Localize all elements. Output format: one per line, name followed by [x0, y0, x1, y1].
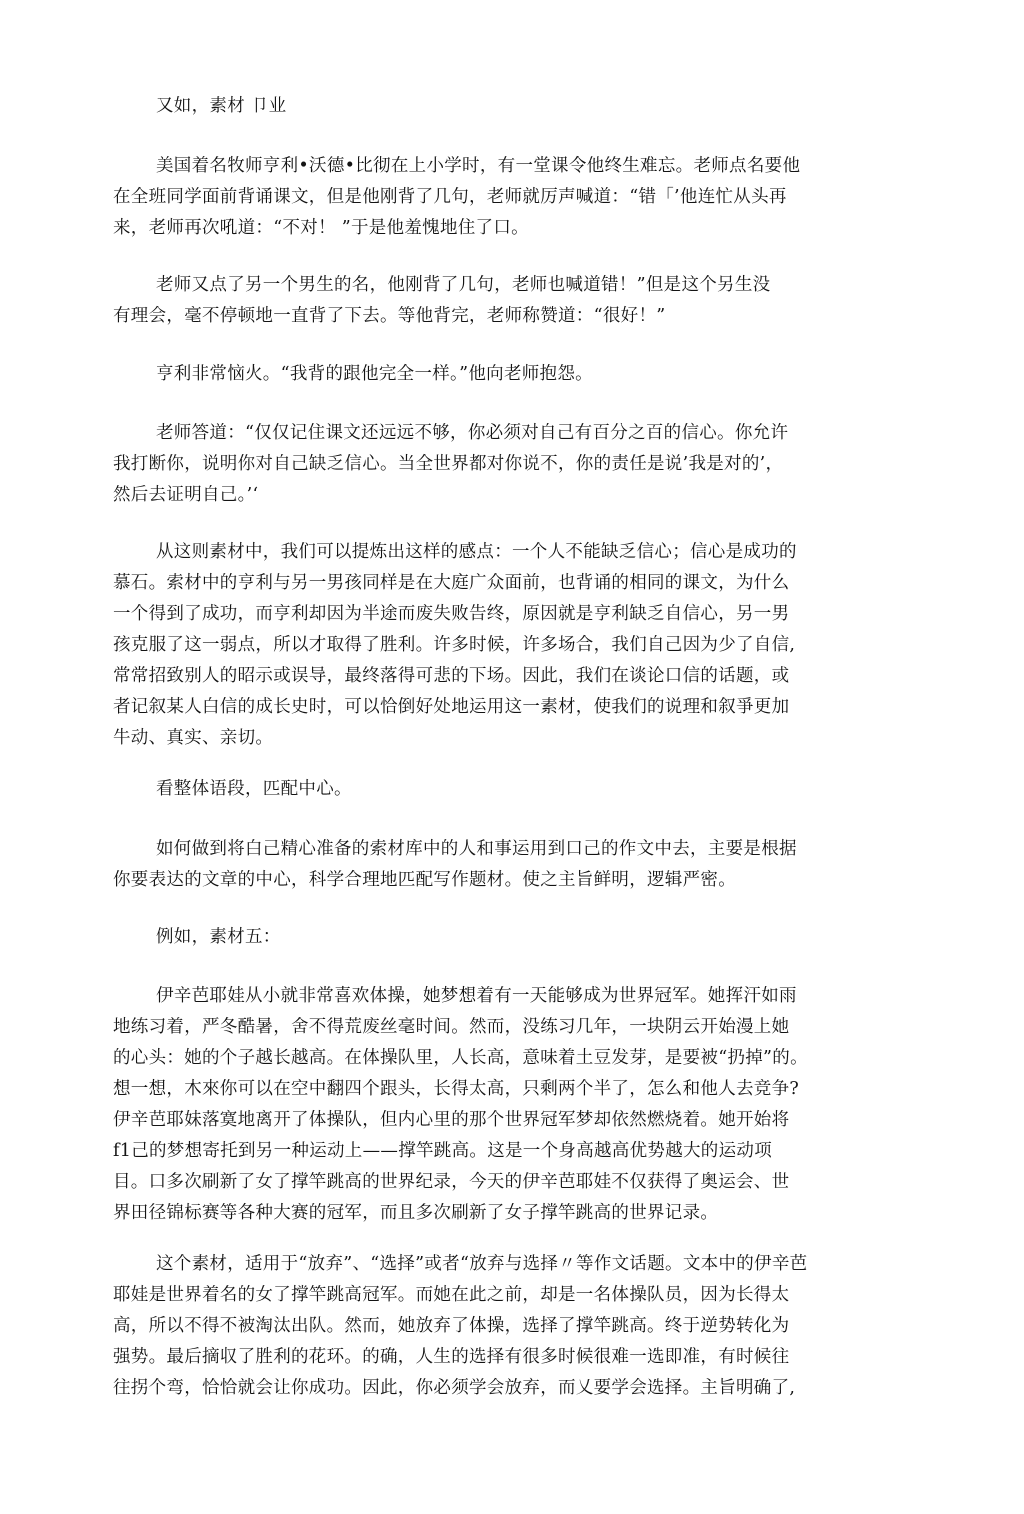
text-line: 看整体语段，匹配中心。	[156, 779, 352, 799]
paragraph-analysis-choice	[113, 1249, 807, 1404]
paragraph-teacher-answers	[113, 418, 788, 511]
text-line: 我打断你，说明你对自己缺乏信心。当全世界都对你说不，你的责任是说’我是对的’，	[113, 454, 784, 474]
text-line: 的心头：她的个子越长越高。在体操队里，人长高，意味着土豆发芽，是要被“扔掉”的。	[113, 1048, 808, 1068]
paragraph-section-heading	[113, 774, 352, 805]
paragraph-heading-material-4	[113, 91, 286, 122]
text-line: 高，所以不得不被淘汰出队。然而，她放弃了体操，选择了撑竿跳高。终于逆势转化为	[113, 1316, 790, 1336]
text-line: 一个得到了成功，而亨利却因为半途而废失败告终，原因就是亨利缺乏自信心，另一男	[113, 604, 790, 624]
text-line: f1己的梦想寄托到另一种运动上——撑竿跳高。这是一个身高越高优势越大的运动项	[113, 1141, 773, 1161]
text-line: 然后去证明自己。’‘	[113, 485, 259, 505]
text-line: 从这则素材中，我们可以提炼出这样的感点：一个人不能缺乏信心；信心是成功的	[156, 542, 797, 562]
text-line: 伊辛芭耶妹落寞地离开了体操队，但内心里的那个世界冠军梦却依然燃烧着。她开始将	[113, 1110, 790, 1130]
text-line: 往拐个弯，恰恰就会让你成功。因此，你必须学会放弃，而乂要学会选择。主旨明确了,	[113, 1378, 796, 1398]
text-line: 常常招致别人的昭示或误导，最终落得可悲的下场。因此，我们在谈论口信的话题，或	[113, 666, 790, 686]
text-line: 你要表达的文章的中心，科学合理地匹配写作题材。使之主旨鲜明，逻辑严密。	[113, 870, 736, 890]
paragraph-henry-story	[113, 151, 800, 244]
text-line: 孩克服了这一弱点，所以才取得了胜利。许多时候，许多场合，我们自己因为少了自信,	[113, 635, 796, 655]
text-line: 耶娃是世界着名的女了撑竿跳高冠军。而她在此之前，却是一名体操队员，因为长得太	[113, 1285, 790, 1305]
paragraph-heading-material-5	[113, 922, 281, 953]
paragraph-other-boy	[113, 270, 770, 332]
text-line: 慕石。索材中的亨利与另一男孩同样是在大庭广众面前，也背诵的相同的课文，为什么	[113, 573, 790, 593]
text-line: 强势。最后摘収了胜利的花环。的确，人生的选择有很多时候很难一选即准，有时候往	[113, 1347, 790, 1367]
text-line: 者记叙某人白信的成长史时，可以恰倒好处地运用这一素材，使我们的说理和叙爭更加	[113, 697, 790, 717]
text-line: 界田径锦标赛等各种大赛的冠军，而且多次刷新了女子撑竿跳高的世界记录。	[113, 1203, 719, 1223]
text-line: 目。口多次刷新了女了撑竿跳高的世界纪录，今天的伊辛芭耶娃不仅获得了奥运会、世	[113, 1172, 790, 1192]
text-line: 如何做到将白己精心准备的索材库中的人和事运用到口己的作文中去，主要是根据	[156, 839, 797, 859]
text-line: 这个素材，适用于“放弃”、“选择”或者“放弃与选择〃等作文话题。文本中的伊辛芭	[156, 1254, 808, 1274]
text-line: 又如，素材 卩业	[156, 96, 287, 116]
text-line: 想一想，木來你可以在空中翻四个跟头，长得太高，只剩两个半了，怎么和他人去竞争?	[113, 1079, 800, 1099]
text-line: 老师答道：“仅仅记住课文还远远不够，你必须对自己有百分之百的信心。你允许	[156, 423, 789, 443]
text-line: 有理会，毫不停顿地一直背了下去。等他背完，老师称赞道：“很好！”	[113, 306, 666, 326]
paragraph-isinbayeva-story	[113, 981, 808, 1229]
text-line: 例如，素材五：	[156, 927, 281, 947]
text-line: 美国着名牧师亨利•沃德•比彻在上小学时，有一堂课令他终生难忘。老师点名要他	[156, 156, 801, 176]
text-line: 地练习着，严冬酷暑，舍不得荒废丝毫时间。然而，没练习几年，一块阴云开始漫上她	[113, 1017, 790, 1037]
text-line: 在全班同学面前背诵课文，但是他刚背了几句，老师就厉声喊道：“错「’他连忙从头再	[113, 187, 787, 207]
paragraph-how-to-match	[113, 834, 797, 896]
text-line: 来，老师再次吼道：“不对！ ”于是他羞愧地住了口。	[113, 218, 529, 238]
text-line: 牛动、真实、亲切。	[113, 728, 274, 748]
text-line: 亨利非常恼火。“我背的跟他完全一样。”他向老师抱怨。	[156, 364, 593, 384]
paragraph-henry-complains	[113, 359, 593, 390]
text-line: 伊辛芭耶娃从小就非常喜欢体操，她梦想着有一天能够成为世界冠军。她挥汗如雨	[156, 986, 797, 1006]
text-line: 老师又点了另一个男生的名，他刚背了几句，老师也喊道错！”但是这个另生没	[156, 275, 771, 295]
paragraph-analysis-confidence	[113, 537, 797, 754]
